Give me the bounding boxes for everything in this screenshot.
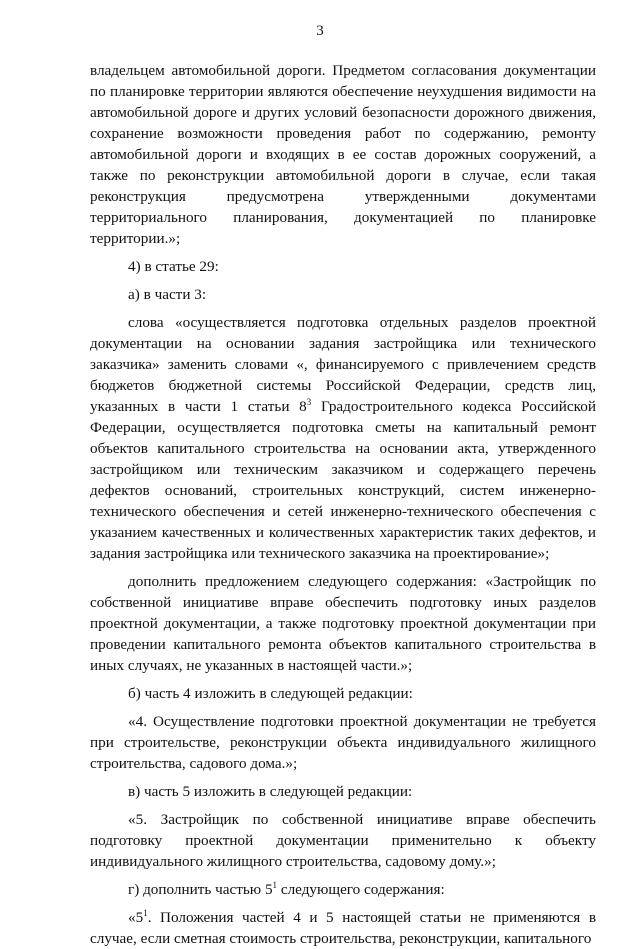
superscript: 1 <box>272 880 278 890</box>
paragraph-continuation: владельцем автомобильной дороги. Предметом согласования документации по планировке территории являются обеспечение неухудшения видимости на автомобильной дороге и других условий безопасности дорожного движения, сохранение возможности проведения работ по содержанию, ремонту автомобильной дороги и входящих в ее состав дорожных сооружений, а также по реконструкции автомобильной дороги в случае, если такая реконструкция предусмотрена утвержденными документами территориального планирования, документацией по планировке территории.»; <box>90 62 596 247</box>
superscript: 1 <box>143 908 148 918</box>
superscript: 3 <box>306 397 312 407</box>
text-run: следующего содержания: <box>277 881 445 898</box>
paragraph-part-4-text: «4. Осуществление подготовки проектной документации не требуется при строительстве, реконструкции объекта индивидуального жилищного строительства, садового дома.»; <box>90 713 596 772</box>
paragraph-part-4-header: б) часть 4 изложить в следующей редакции: <box>128 685 413 702</box>
text-run: «5 <box>128 909 144 926</box>
paragraph-article-29: 4) в статье 29: <box>128 258 219 275</box>
document-body <box>90 60 596 949</box>
paragraph-words-replace <box>90 312 596 564</box>
text-run: слова «осуществляется подготовка отдельных разделов проектной документации на основании задания застройщика или технического заказчика» заменить словами «, финансируемого с привлечением средств бюджетов бюджетной системы Российской Федерации, средств лиц, указанных в части 1 статьи 8 <box>90 314 596 415</box>
paragraph-part-5-header: в) часть 5 изложить в следующей редакции: <box>128 783 413 800</box>
paragraph-part-5-text: «5. Застройщик по собственной инициативе вправе обеспечить подготовку проектной документации применительно к объекту индивидуального жилищного строительства, садовому дому.»; <box>90 811 596 870</box>
paragraph-part-5-1-header <box>90 879 596 900</box>
paragraph-add-sentence: дополнить предложением следующего содержания: «Застройщик по собственной инициативе вправе обеспечить подготовку иных разделов проектной документации, а также подготовку проектной документации при проведении капитального ремонта объектов капитального строительства в иных случаях, не указанных в настоящей части.»; <box>90 573 596 674</box>
paragraph-part-3: а) в части 3: <box>128 286 207 303</box>
page-number: 3 <box>316 23 324 39</box>
text-run: г) дополнить частью 5 <box>128 881 273 898</box>
text-run: Градостроительного кодекса Российской Федерации, осуществляется подготовка сметы на капитальный ремонт объектов капитального строительства на основании акта, утвержденного застройщиком или техническим заказчиком и содержащего перечень дефектов оснований, строительных конструкций, систем инженерно-технического обеспечения и сетей инженерно-технического обеспечения с указанием качественных и количественных характеристик таких дефектов, и задания застройщика или технического заказчика на проектирование»; <box>90 398 597 562</box>
text-run: . Положения частей 4 и 5 настоящей статьи не применяются в случае, если сметная стоимость строительства, реконструкции, капитального <box>90 909 596 947</box>
paragraph-part-5-1-text <box>90 907 596 949</box>
